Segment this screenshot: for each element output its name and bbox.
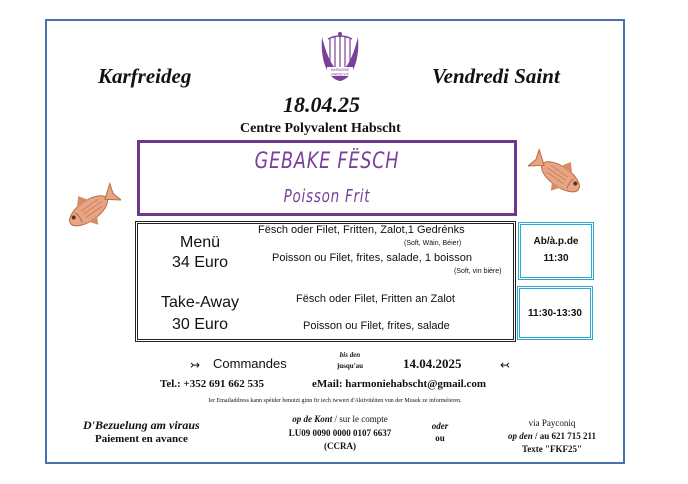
payconiq-to-lu: op den <box>507 431 533 441</box>
menu-label: Menü <box>179 234 221 251</box>
account-label <box>270 414 410 424</box>
payment-advance-lu: D'Bezuelung am viraus <box>83 418 200 432</box>
menu-price: 34 Euro <box>171 254 229 271</box>
arrow-left-icon: ↢ <box>500 358 511 372</box>
arrow-right-icon: ↣ <box>190 358 201 372</box>
menu-time-label: Ab/à.p.de <box>533 236 579 247</box>
or-label-fr: ou <box>435 433 445 443</box>
takeaway-description-lu: Fësch oder Filet, Fritten an Zalot <box>296 293 455 305</box>
or-label-lu: oder <box>431 421 449 431</box>
payconiq-to-fr: / au 621 715 211 <box>532 431 596 441</box>
venue-name: Centre Polyvalent Habscht <box>240 121 401 136</box>
takeaway-time-box <box>517 286 593 340</box>
takeaway-time-value: 11:30-13:30 <box>528 308 582 319</box>
phone-number: Tel.: +352 691 662 535 <box>160 378 264 390</box>
iban-number: LU09 0090 0000 0107 6637 <box>288 428 392 438</box>
menu-drinks-fr: (Soft, vin bière) <box>454 268 502 275</box>
order-deadline: 14.04.2025 <box>403 356 462 371</box>
payment-advance-fr: Paiement en avance <box>95 433 188 445</box>
takeaway-label: Take-Away <box>161 294 239 311</box>
email-address: eMail: harmoniehabscht@gmail.com <box>312 378 486 390</box>
logo-text-line1: HARMONIE <box>330 68 350 72</box>
payconiq-number <box>482 431 622 441</box>
orders-label: Commandes <box>213 356 287 371</box>
banner-title-lu: GEBAKE FËSCH <box>254 149 400 174</box>
until-label-fr: jusqu'au <box>336 362 364 370</box>
takeaway-price: 30 Euro <box>171 316 229 333</box>
title-banner <box>137 140 517 216</box>
title-french: Vendredi Saint <box>432 64 560 88</box>
banner-title-fr: Poisson Frit <box>283 186 371 207</box>
payconiq-reference: Texte "FKF25" <box>522 444 582 454</box>
takeaway-description-fr: Poisson ou Filet, frites, salade <box>303 320 450 332</box>
lyre-logo-icon <box>318 31 362 85</box>
fish-icon-left <box>57 172 121 244</box>
menu-description-lu: Fësch oder Filet, Fritten, Zalot,1 Gedrénks <box>258 224 465 236</box>
account-label-lu: op de Kont <box>292 414 333 424</box>
email-notice: Ier Emailaddress kann spéider benotzt ginn fir iech iwwert d'Aktivitéiten vun der Musek ze informéieren. <box>208 398 462 404</box>
account-label-fr: / sur le compte <box>332 414 388 424</box>
event-date: 18.04.25 <box>283 92 360 117</box>
menu-description-fr: Poisson ou Filet, frites, salade, 1 boisson <box>272 252 472 264</box>
menu-drinks-lu: (Soft, Wäin, Béier) <box>404 240 462 247</box>
menu-time-value: 11:30 <box>543 253 569 264</box>
logo-text-line2: HABSCHT <box>330 72 350 77</box>
title-german: Karfreideg <box>98 64 192 88</box>
until-label-lu: bis den <box>339 351 361 359</box>
menu-time-box <box>518 222 594 280</box>
fish-icon-right <box>528 138 592 210</box>
bank-name: (CCRA) <box>324 441 356 451</box>
payconiq-label: via Payconiq <box>528 418 576 428</box>
